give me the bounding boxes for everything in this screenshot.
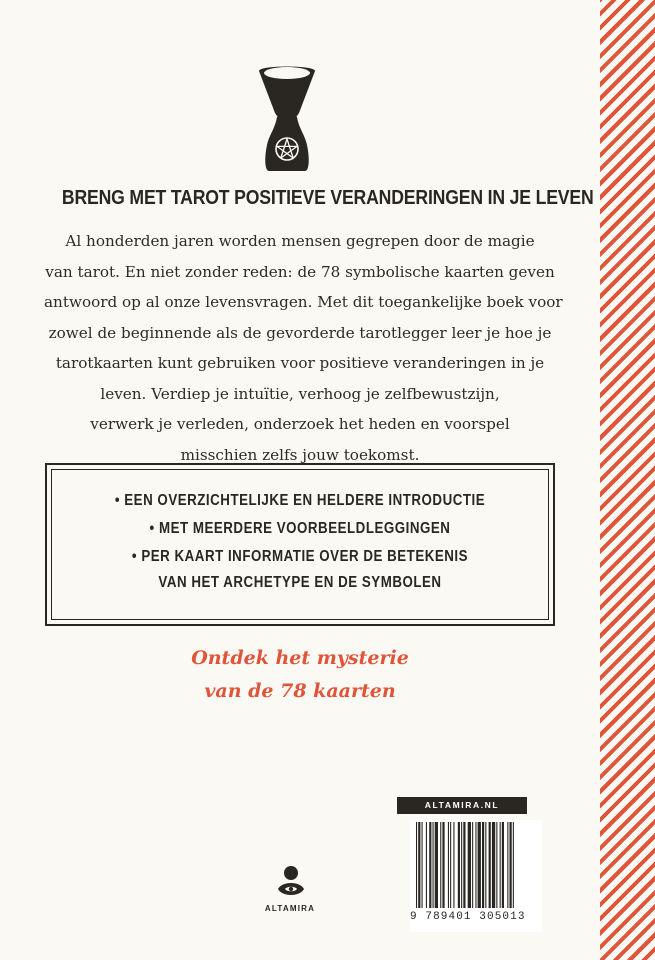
description-line: zowel de beginnende als de gevorderde tarotlegger leer je hoe je	[48, 323, 552, 342]
feature-item: • PER KAART INFORMATIE OVER DE BETEKENIS	[131, 548, 469, 565]
description-line: van tarot. En niet zonder reden: de 78 symbolische kaarten geven	[45, 262, 555, 281]
publisher-logo-icon	[276, 865, 306, 901]
description-line: misschien zelfs jouw toekomst.	[180, 445, 420, 464]
barcode-bar	[475, 822, 476, 908]
barcode-bar	[485, 822, 486, 908]
stripe-edge	[597, 0, 600, 960]
feature-list	[47, 487, 553, 597]
barcode-bar	[489, 822, 491, 908]
description-line: verwerk je verleden, onderzoek het heden en voorspel	[90, 415, 510, 433]
description-line: Al honderden jaren worden mensen gegrepen door de magie	[65, 232, 535, 250]
barcode-bar	[463, 822, 465, 908]
barcode-bar	[492, 822, 495, 908]
barcode-bar	[461, 822, 462, 908]
barcode-bar	[418, 822, 420, 908]
barcode-bar	[422, 822, 423, 908]
barcode-bar	[440, 822, 441, 908]
barcode-bar	[458, 822, 460, 908]
barcode-bar	[502, 822, 504, 908]
barcode-number: 9 789401 305013	[410, 911, 526, 923]
description-line: antwoord op al onze levensvragen. Met dit toegankelijke boek voor	[44, 293, 563, 311]
features-box	[45, 463, 555, 626]
description-line: tarotkaarten kunt gebruiken voor positieve veranderingen in je	[55, 354, 545, 372]
barcode-bar	[453, 822, 454, 908]
pentacle-goblet-icon	[255, 63, 319, 173]
barcode-bar	[426, 822, 427, 908]
barcode-bar	[496, 822, 497, 908]
feature-item: • EEN OVERZICHTELIJKE EN HELDERE INTRODUCTIE	[114, 492, 486, 509]
website-label: ALTAMIRA.NL	[397, 797, 527, 814]
barcode-bar	[442, 822, 444, 908]
barcode-bar	[448, 822, 449, 908]
tagline-line: Ontdek het mysterie	[191, 647, 409, 669]
tagline	[100, 642, 500, 708]
page-headline: BRENG MET TAROT POSITIEVE VERANDERINGEN IN JE LEVEN	[61, 186, 594, 209]
barcode-bar	[510, 822, 512, 908]
description-text	[44, 226, 563, 470]
barcode-bar	[435, 822, 438, 908]
barcode-bar	[507, 822, 508, 908]
barcode-bar	[416, 822, 417, 908]
barcode-bar	[513, 822, 514, 908]
barcode-bar	[478, 822, 481, 908]
decorative-stripe-border	[597, 0, 655, 960]
feature-item-continuation: VAN HET ARCHETYPE EN DE SYMBOLEN	[158, 574, 442, 591]
publisher-name: ALTAMIRA	[264, 904, 316, 913]
barcode-bars	[410, 820, 542, 910]
barcode-bar	[472, 822, 473, 908]
barcode-bar	[429, 822, 431, 908]
barcode-bar	[482, 822, 484, 908]
barcode-bar	[468, 822, 471, 908]
barcode-bar	[433, 822, 434, 908]
feature-item: • MET MEERDERE VOORBEELDLEGGINGEN	[149, 520, 451, 537]
barcode-bar	[450, 822, 451, 908]
barcode-bar	[500, 822, 501, 908]
description-line: leven. Verdiep je intuïtie, verhoog je zelfbewustzijn,	[100, 384, 500, 403]
tagline-line: van de 78 kaarten	[204, 680, 396, 702]
